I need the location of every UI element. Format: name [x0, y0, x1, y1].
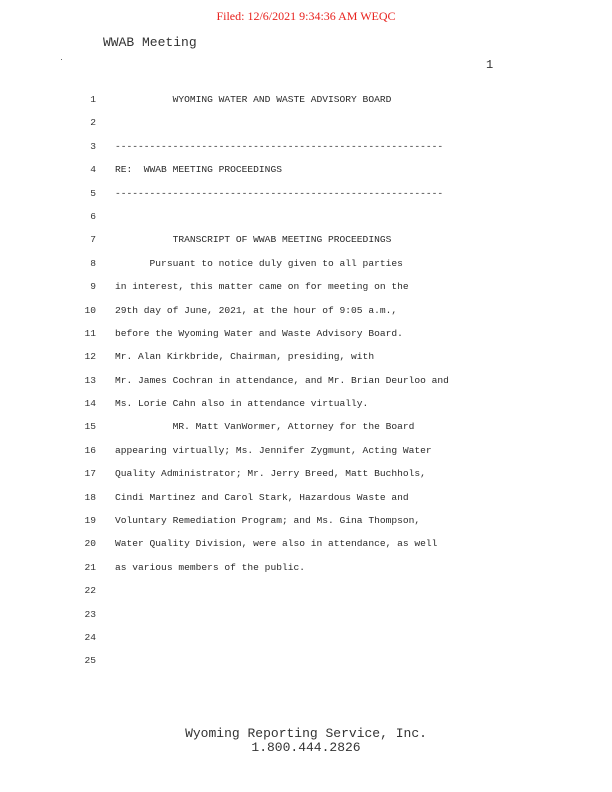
- line-text: WYOMING WATER AND WASTE ADVISORY BOARD: [115, 94, 392, 105]
- line-number: 13: [84, 374, 96, 386]
- footer-company: Wyoming Reporting Service, Inc.: [185, 726, 427, 741]
- transcript-line: [0, 209, 612, 232]
- transcript-body: [0, 92, 612, 677]
- line-text: Quality Administrator; Mr. Jerry Breed, Matt Buchhols,: [115, 468, 426, 480]
- transcript-line: [0, 326, 612, 349]
- transcript-line: [0, 536, 612, 559]
- line-number: 9: [90, 281, 96, 293]
- transcript-line: [0, 396, 612, 419]
- line-number: 14: [84, 398, 96, 410]
- transcript-line: [0, 607, 612, 630]
- transcript-line: [0, 560, 612, 583]
- line-text: Mr. Alan Kirkbride, Chairman, presiding, with: [115, 351, 375, 363]
- line-number: 19: [84, 515, 96, 527]
- line-text: MR. Matt VanWormer, Attorney for the Board: [115, 421, 415, 433]
- line-number: 8: [90, 257, 96, 269]
- line-number: 3: [90, 140, 96, 152]
- transcript-line: [0, 466, 612, 489]
- transcript-line: [0, 349, 612, 372]
- line-text: Voluntary Remediation Program; and Ms. Gina Thompson,: [115, 515, 421, 527]
- transcript-line: [0, 256, 612, 279]
- transcript-line: [0, 115, 612, 138]
- filed-stamp: Filed: 12/6/2021 9:34:36 AM WEQC: [216, 9, 396, 23]
- line-text: TRANSCRIPT OF WWAB MEETING PROCEEDINGS: [115, 234, 392, 246]
- line-text: 29th day of June, 2021, at the hour of 9:05 a.m.,: [115, 304, 398, 316]
- line-number: 22: [84, 585, 96, 597]
- line-text: ---------------------------------------------------------: [115, 187, 444, 199]
- line-number: 6: [90, 210, 96, 222]
- line-text: before the Wyoming Water and Waste Advisory Board.: [115, 327, 403, 339]
- line-text: Water Quality Division, were also in attendance, as well: [115, 538, 438, 550]
- line-number: 4: [90, 164, 96, 176]
- transcript-line: [0, 303, 612, 326]
- line-number: 21: [84, 561, 96, 573]
- line-text: Pursuant to notice duly given to all parties: [115, 257, 403, 269]
- page-footer: [0, 727, 612, 755]
- transcript-line: [0, 513, 612, 536]
- line-number: 24: [84, 631, 96, 643]
- line-text: Ms. Lorie Cahn also in attendance virtually.: [115, 398, 369, 410]
- transcript-line: [0, 232, 612, 255]
- transcript-line: [0, 279, 612, 302]
- line-number: 18: [84, 491, 96, 503]
- transcript-line: [0, 583, 612, 606]
- transcript-line: [0, 653, 612, 676]
- transcript-line: [0, 162, 612, 185]
- transcript-line: [0, 630, 612, 653]
- line-text: appearing virtually; Ms. Jennifer Zygmunt, Acting Water: [115, 444, 432, 456]
- transcript-line: [0, 139, 612, 162]
- line-text: ---------------------------------------------------------: [115, 140, 444, 152]
- line-number: 2: [90, 117, 96, 129]
- document-header-title: WWAB Meeting: [103, 35, 197, 50]
- stray-dot-mark: [61, 59, 62, 60]
- line-number: 15: [84, 421, 96, 433]
- line-number: 5: [90, 187, 96, 199]
- transcript-line: [0, 373, 612, 396]
- transcript-line: [0, 186, 612, 209]
- line-number: 1: [90, 94, 96, 105]
- line-number: 7: [90, 234, 96, 246]
- line-text: RE: WWAB MEETING PROCEEDINGS: [115, 164, 282, 176]
- line-number: 23: [84, 608, 96, 620]
- page-number: 1: [486, 58, 494, 72]
- line-number: 10: [84, 304, 96, 316]
- line-number: 11: [84, 327, 96, 339]
- transcript-line: [0, 419, 612, 442]
- transcript-line: [0, 443, 612, 466]
- line-number: 20: [84, 538, 96, 550]
- line-text: Mr. James Cochran in attendance, and Mr. Brian Deurloo and: [115, 374, 449, 386]
- line-text: Cindi Martinez and Carol Stark, Hazardous Waste and: [115, 491, 409, 503]
- line-number: 25: [84, 655, 96, 667]
- footer-phone: 1.800.444.2826: [251, 740, 361, 755]
- line-number: 16: [84, 444, 96, 456]
- transcript-line: [0, 490, 612, 513]
- line-number: 17: [84, 468, 96, 480]
- line-text: in interest, this matter came on for meeting on the: [115, 281, 409, 293]
- line-text: as various members of the public.: [115, 561, 305, 573]
- transcript-line: [0, 92, 612, 115]
- line-number: 12: [84, 351, 96, 363]
